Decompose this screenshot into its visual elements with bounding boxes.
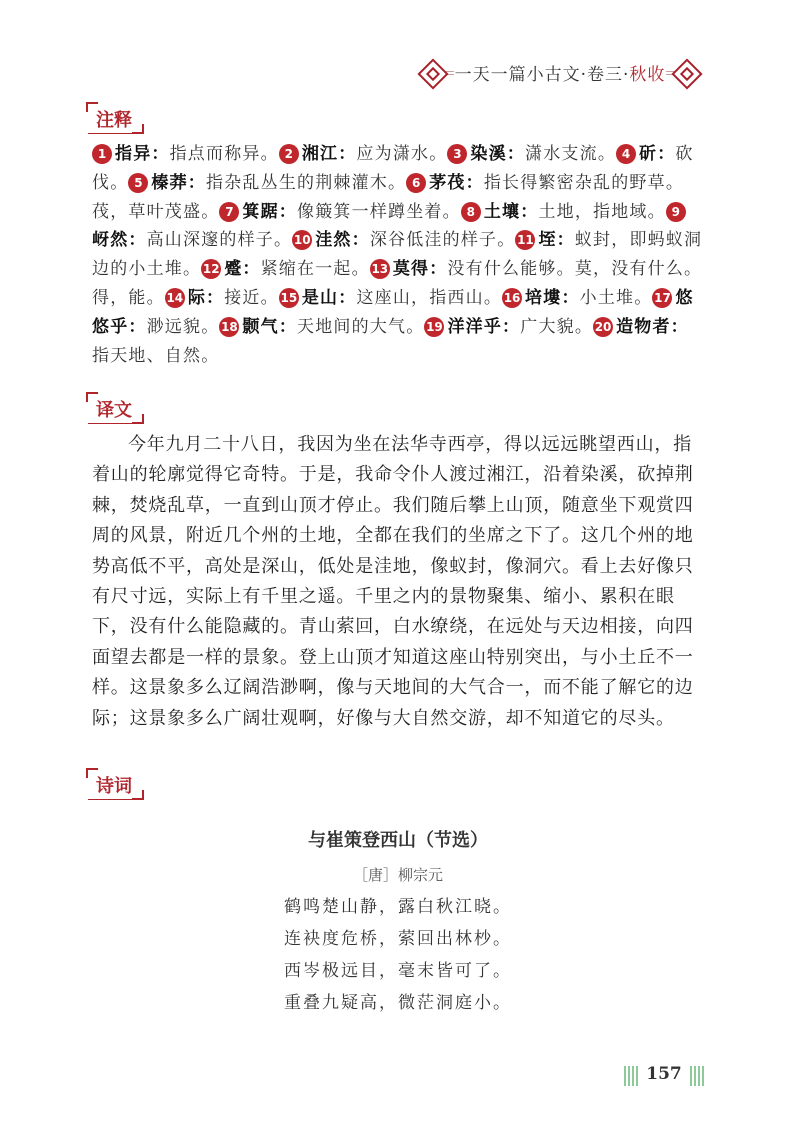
book-title-season: 秋收	[629, 65, 666, 85]
note-item	[424, 317, 593, 337]
poem-title: 与崔策登西山（节选）	[308, 830, 488, 851]
note-item	[502, 288, 652, 308]
knot-ornament-icon	[671, 58, 702, 89]
poem-line: 重叠九疑高，微茫洞庭小。	[284, 993, 512, 1013]
note-term: 颢气：	[242, 316, 298, 337]
note-definition: 潇水支流。	[525, 144, 617, 164]
note-definition: 渺远貌。	[146, 316, 220, 337]
note-number-badge: 15	[279, 288, 299, 308]
note-number-badge: 14	[165, 288, 185, 308]
note-definition: 小土堆。	[579, 287, 653, 308]
poem-block	[92, 826, 704, 1019]
note-item	[201, 259, 370, 279]
poem-line: 连袂度危桥，萦回出林杪。	[284, 929, 512, 949]
note-definition: 深谷低洼的样子。	[369, 230, 516, 251]
note-number-badge: 12	[201, 259, 221, 279]
note-number-badge: 19	[424, 317, 444, 337]
note-term: 茅茷：	[429, 172, 484, 193]
note-term: 际：	[187, 287, 225, 308]
note-definition: 指点而称异。	[169, 144, 279, 164]
notes-paragraph	[92, 140, 704, 370]
note-definition: 应为潇水。	[356, 144, 448, 164]
note-definition: 砍伐。	[92, 144, 694, 193]
page-number	[624, 1064, 704, 1088]
book-title-main: 一天一篇小古文·卷三·	[454, 65, 630, 85]
poem-line: 鹤鸣楚山静，露白秋江晓。	[284, 897, 512, 917]
note-number-badge: 20	[593, 317, 613, 337]
note-number-badge: 1	[92, 144, 112, 164]
note-number-badge: 8	[461, 202, 481, 222]
note-definition: 没有什么能够。莫，没有什么。得，能。	[92, 259, 703, 308]
note-item	[279, 288, 502, 308]
note-number-badge: 6	[406, 173, 426, 193]
note-definition: 指长得繁密杂乱的野草。茷，草叶茂盛。	[92, 172, 685, 222]
poem-label-text: 诗词	[96, 776, 132, 797]
note-definition: 蚁封，即蚂蚁洞边的小土堆。	[92, 230, 703, 280]
note-term: 是山：	[301, 287, 357, 308]
note-number-badge: 16	[502, 288, 522, 308]
notes-label-text: 注释	[96, 110, 132, 131]
section-label-poem	[92, 772, 136, 802]
note-definition: 指天地、自然。	[92, 345, 220, 366]
note-item	[219, 317, 424, 337]
note-number-badge: 9	[666, 202, 686, 222]
note-definition: 接近。	[224, 287, 279, 308]
corner-bracket-icon	[132, 414, 144, 424]
corner-bracket-icon	[132, 124, 144, 134]
page-number-text: 157	[646, 1064, 682, 1084]
note-term: 斫：	[639, 144, 676, 164]
note-definition: 土地，指地域。	[538, 201, 666, 222]
section-label-notes	[92, 106, 136, 136]
note-item	[279, 144, 448, 164]
note-definition: 指杂乱丛生的荆棘灌木。	[206, 172, 407, 193]
note-item	[165, 288, 279, 308]
note-term: 垤：	[538, 230, 575, 251]
page-bars-icon	[624, 1066, 638, 1086]
section-label-translation	[92, 396, 136, 426]
note-term: 湘江：	[301, 144, 357, 164]
note-number-badge: 17	[652, 288, 672, 308]
note-term: 岈然：	[92, 230, 147, 251]
translation-label-text: 译文	[96, 400, 132, 421]
note-item	[92, 144, 279, 164]
note-term: 洼然：	[315, 230, 370, 251]
note-number-badge: 3	[447, 144, 467, 164]
note-term: 蹙：	[224, 259, 261, 280]
note-definition: 广大貌。	[520, 316, 594, 337]
note-definition: 像簸箕一样蹲坐着。	[297, 201, 461, 222]
note-number-badge: 7	[219, 202, 239, 222]
note-item	[292, 230, 515, 250]
running-header	[420, 58, 700, 86]
note-term: 土壤：	[483, 201, 539, 222]
note-definition: 天地间的大气。	[297, 316, 425, 337]
note-term: 指异：	[115, 144, 170, 164]
note-item	[461, 202, 666, 222]
note-item	[128, 173, 406, 193]
note-number-badge: 5	[128, 173, 148, 193]
note-definition: 紧缩在一起。	[260, 259, 370, 280]
note-term: 洋洋乎：	[447, 316, 521, 337]
translation-paragraph: 今年九月二十八日，我因为坐在法华寺西亭，得以远远眺望西山，指着山的轮廓觉得它奇特。于是，我命令仆人渡过湘江，沿着染溪，砍掉荆棘，焚烧乱草，一直到山顶才停止。我们随后攀上山顶，随意坐下观赏四周的风景，附近几个州的土地，全都在我们的坐席之下了。这几个州的地势高低不平，高处是深山，低处是洼地，像蚁封，像洞穴。看上去好像只有尺寸远，实际上有千里之遥。千里之内的景物聚集、缩小、累积在眼下，没有什么能隐藏的。青山萦回，白水缭绕，在远处与天边相接，向四面望去都是一样的景象。登上山顶才知道这座山特别突出，与小土丘不一样。这景象多么辽阔浩渺啊，像与天地间的大气合一，而不能了解它的边际；这景象多么广阔壮观啊，好像与大自然交游，却不知道它的尽头。	[92, 434, 694, 729]
note-number-badge: 11	[515, 230, 535, 250]
note-term: 染溪：	[470, 144, 526, 164]
note-term: 悠悠乎：	[92, 287, 694, 337]
note-number-badge: 4	[616, 144, 636, 164]
note-term: 榛莽：	[151, 172, 207, 193]
note-number-badge: 13	[370, 259, 390, 279]
note-term: 莫得：	[392, 259, 448, 280]
book-title	[454, 60, 666, 85]
page-bars-icon	[690, 1066, 704, 1086]
note-number-badge: 2	[279, 144, 299, 164]
corner-bracket-icon	[132, 790, 144, 800]
knot-ornament-icon	[417, 58, 448, 89]
note-term: 培塿：	[525, 287, 580, 308]
note-term: 造物者：	[616, 316, 689, 337]
note-number-badge: 18	[219, 317, 239, 337]
note-item	[219, 202, 460, 222]
note-definition: 这座山，指西山。	[356, 287, 503, 308]
note-item	[447, 144, 616, 164]
note-term: 箕踞：	[242, 201, 298, 222]
poem-line: 西岑极远目，毫末皆可了。	[284, 961, 512, 981]
poem-author: ［唐］柳宗元	[352, 866, 443, 884]
note-number-badge: 10	[292, 230, 312, 250]
note-definition: 高山深邃的样子。	[146, 230, 293, 251]
